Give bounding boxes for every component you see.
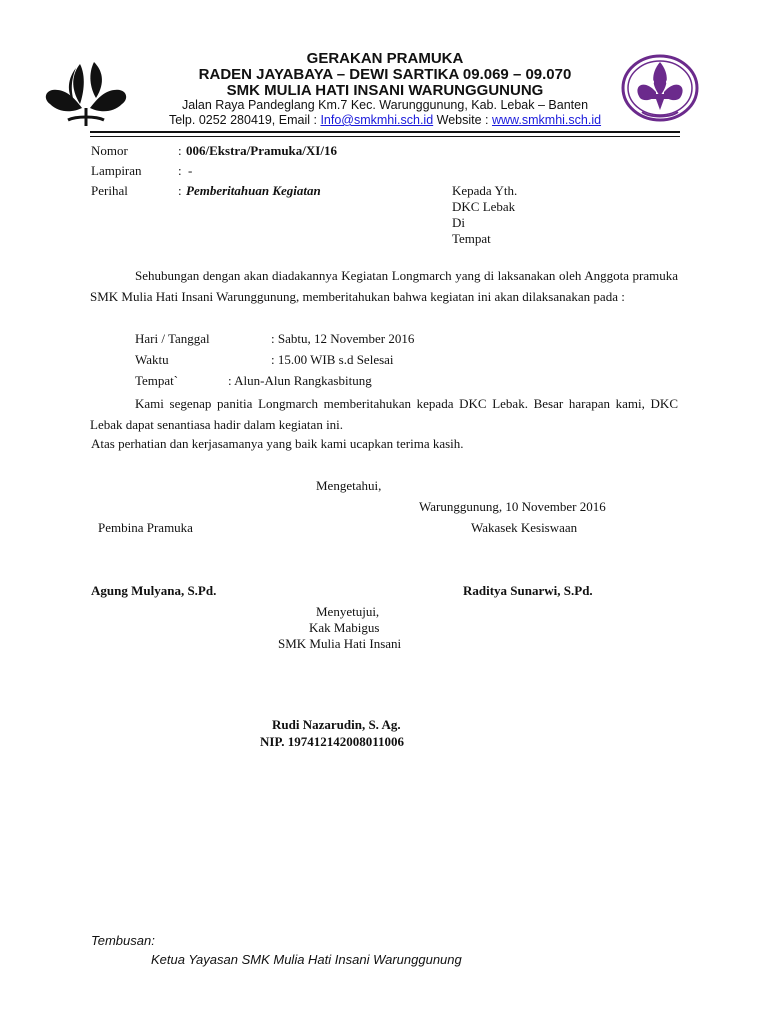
contact-line (110, 113, 660, 127)
perihal-value: Pemberitahuan Kegiatan (186, 183, 321, 198)
school-title: SMK MULIA HATI INSANI WARUNGGUNUNG (226, 82, 544, 99)
lampiran-label: Lampiran (91, 163, 142, 178)
acknowledged-label: Mengetahui, (316, 478, 382, 493)
address-line: Jalan Raya Pandeglang Km.7 Kec. Warunggunung, Kab. Lebak – Banten (181, 98, 589, 112)
unit-title: RADEN JAYABAYA – DEWI SARTIKA 09.069 – 09.070 (198, 66, 572, 83)
addressee-line-2: DKC Lebak (452, 199, 516, 214)
day-label: Hari / Tanggal (135, 331, 210, 346)
body-paragraph-2-text: Kami segenap panitia Longmarch memberitahukan kepada DKC Lebak. Besar harapan kami, DKC Lebak dapat senantiasa hadir dalam kegiatan ini. (90, 396, 678, 432)
addressee-line-4: Tempat (452, 231, 491, 246)
contact-prefix: Telp. 0252 280419, Email : (168, 113, 321, 127)
nomor-separator: : (178, 143, 182, 158)
day-value: : Sabtu, 12 November 2016 (271, 331, 415, 346)
lampiran-separator: : (178, 163, 182, 178)
approver-title-1: Kak Mabigus (309, 620, 380, 635)
copy-label: Tembusan: (91, 933, 155, 948)
approver-name: Rudi Nazarudin, S. Ag. (272, 717, 401, 732)
approver-title-2: SMK Mulia Hati Insani (278, 636, 402, 651)
place-value: : Alun-Alun Rangkasbitung (228, 373, 372, 388)
website-label: Website : (433, 113, 492, 127)
right-signer-title: Wakasek Kesiswaan (471, 520, 578, 535)
body-paragraph-1-text: Sehubungan dengan akan diadakannya Kegiatan Longmarch yang di laksanakan oleh Anggota pramuka SMK Mulia Hati Insani Warunggunung, memberitahukan bahwa kegiatan ini akan dilaksanakan pada : (90, 268, 678, 304)
place-date: Warunggunung, 10 November 2016 (419, 499, 606, 514)
time-label: Waktu (135, 352, 169, 367)
perihal-separator: : (178, 183, 182, 198)
website-link[interactable]: www.smkmhi.sch.id (492, 113, 602, 127)
header-rule-thick (90, 131, 680, 133)
copy-recipient: Ketua Yayasan SMK Mulia Hati Insani Warunggunung (151, 952, 462, 967)
header-rule-thin (90, 136, 680, 137)
addressee-line-1: Kepada Yth. (452, 183, 518, 198)
left-signer-name: Agung Mulyana, S.Pd. (91, 583, 217, 598)
right-signer-name: Raditya Sunarwi, S.Pd. (463, 583, 593, 598)
time-value: : 15.00 WIB s.d Selesai (271, 352, 394, 367)
place-label: Tempat` (135, 373, 179, 388)
body-paragraph-3: Atas perhatian dan kerjasamanya yang baik kami ucapkan terima kasih. (91, 436, 464, 451)
left-signer-title: Pembina Pramuka (98, 520, 193, 535)
nomor-value: 006/Ekstra/Pramuka/XI/16 (186, 143, 337, 158)
lampiran-value: - (188, 163, 193, 178)
nomor-label: Nomor (91, 143, 128, 158)
perihal-label: Perihal (91, 183, 128, 198)
addressee-line-3: Di (452, 215, 465, 230)
email-link[interactable]: Info@smkmhi.sch.id (320, 113, 434, 127)
approver-nip: NIP. 197412142008011006 (260, 734, 404, 749)
approved-label: Menyetujui, (316, 604, 380, 619)
org-title: GERAKAN PRAMUKA (306, 50, 464, 67)
body-paragraph-2 (90, 393, 678, 435)
body-paragraph-1 (90, 265, 678, 307)
